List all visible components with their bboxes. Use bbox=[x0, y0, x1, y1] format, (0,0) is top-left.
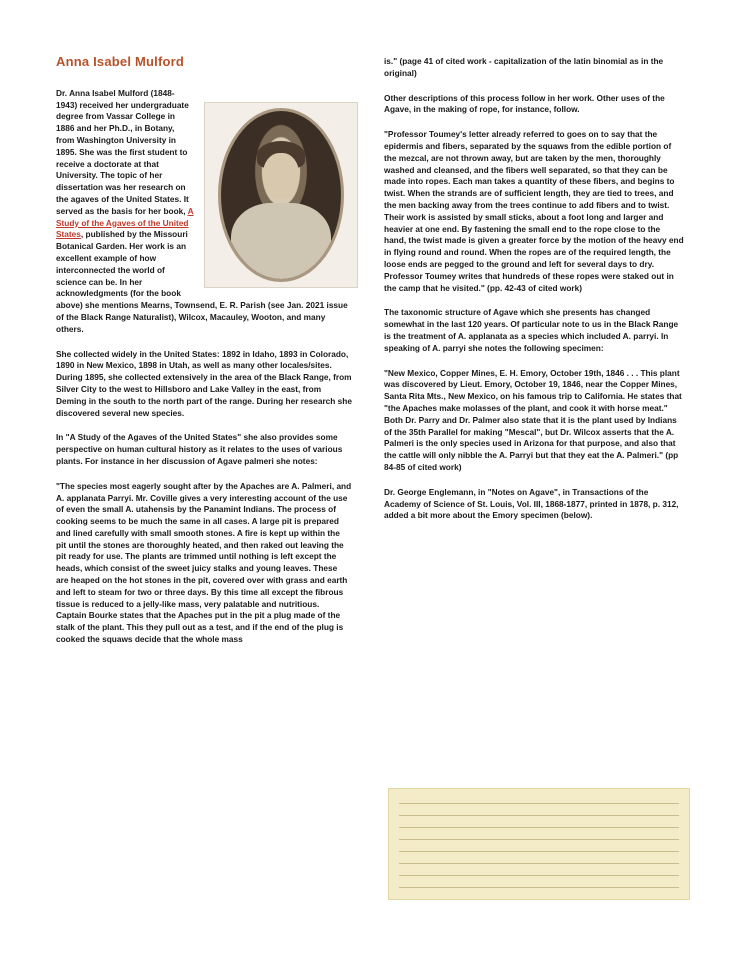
paragraph-4: Other descriptions of this process follow in her work. Other uses of the Agave, in the making of rope, for instance, follow. bbox=[384, 92, 665, 115]
portrait-oval bbox=[218, 108, 344, 282]
scanned-text-excerpt bbox=[388, 788, 690, 900]
quote-block-3: "New Mexico, Copper Mines, E. H. Emory, October 19th, 1846 . . . This plant was discovered by Lieut. Emory, October 19, 1846, near the Copper Mines, Santa Rita Mts., New Mexico, on his famous trip to California. He states that "the Apaches make molasses of the plant, and cook it with horse meat." Both Dr. Parry and Dr. Palmer also state that it is the plant used by Indians of the 35th Parallel for making "Mescal", but Dr. Wilcox asserts that the A. Palmeri is the only species used in Arizona for that purpose, and also that the cattle will only nibble the A. Parryi but that they eat the A. Palmeri." (pp 84-85 of cited work) bbox=[384, 367, 682, 472]
quote-block-1: "The species most eagerly sought after by the Apaches are A. Palmeri, and A. applanata Parryi. Mr. Coville gives a very interesting account of the use of even the small A. utahensis by the Panamint Indians. The process of cooking seems to be much the same in all cases. A large pit is prepared and lined carefully with small smooth stones. A fire is kept up within the pit until the stones are thoroughly heated, and then raked out leaving the pit ready for use. The plants are trimmed until nothing is left except the heads, which consist of the sweet juicy stalks and young leaves. These are heaped on the hot stones in the pit, covered over with grass and earth and left to steam for two or three days. By this time all except the fibrous tissue is reduced to a jelly-like mass, very palatable and nutritious. Captain Bourke states that the Apaches put in the pit a plug made of the stalk of the plant. This they pull out as a test, and if the end of the plug is cooked the squaws decide that the whole mass bbox=[56, 480, 352, 645]
book-link[interactable]: A Study of the Agaves of the United States bbox=[56, 205, 194, 240]
page-title: Anna Isabel Mulford bbox=[56, 54, 185, 69]
right-column bbox=[384, 56, 684, 535]
bio-paragraph-3: In "A Study of the Agaves of the United States" she also provides some perspective on human cultural history as it relates to the uses of various plants. For instance in her discussion of Agave palmeri she notes: bbox=[56, 432, 343, 466]
quote-block-1-end: is." (page 41 of cited work - capitalization of the latin binomial as in the original) bbox=[384, 56, 664, 78]
bio-paragraph-1: Dr. Anna Isabel Mulford (1848-1943) received her undergraduate degree from Vassar College in 1886 and her Ph.D., in Botany, from Washington University in 1895. She was the first student to receive a doctorate at that University. The topic of her dissertation was her research on the agaves of the United States. It served as the basis for her book, A Study of the Agaves of the United States, published by the Missouri Botanical Garden. Her work is an excellent example of how interconnected the world of science can be. In her acknowledgments (for the book above) she mentions Mearns, Townsend, E. R. Parish (see Jan. 2021 issue of the Black Range Naturalist), Wilcox, Macauley, Wooton, and many others. bbox=[56, 87, 348, 334]
bio-paragraph-2: She collected widely in the United States: 1892 in Idaho, 1893 in Colorado, 1890 in New Mexico, 1898 in Utah, as well as many other locales/sites. During 1895, she collected extensively in the area of the Black Range, from Silver City to the west to Hillsboro and Lake Valley in the east, from Deming in the south to the north part of the range. During her research she discovered several new species. bbox=[56, 348, 352, 418]
left-column bbox=[56, 56, 352, 659]
paragraph-6: Dr. George Englemann, in "Notes on Agave", in Transactions of the Academy of Science of St. Louis, Vol. III, 1868-1877, printed in 1878, p. 312, added a bit more about the Emory specimen (below). bbox=[384, 486, 679, 521]
portrait-photo bbox=[204, 102, 358, 288]
paragraph-5: The taxonomic structure of Agave which she presents has changed somewhat in the last 120 years. Of particular note to us in the Black Range is the treatment of A. applanata as a species which included A. parryi. In speaking of A. parryi she notes the following specimen: bbox=[384, 307, 679, 353]
quote-block-2: "Professor Toumey's letter already referred to goes on to say that the epidermis and fibers, separated by the squaws from the edible portion of the mezcal, are not thrown away, but are taken by the men, thoroughly washed and cleansed, and the fibers well separated, so that they can be made into ropes. Each man takes a quantity of these fibers, and begins to twist. When the strands are of sufficient length, they are tied to trees, and the men backing away from the trees continue to add fibers and to twist. Their work is assisted by small sticks, about a foot long and larger and heavier at one end. By fastening the small end to the rope close to the hand, the twist made is given a greater force by the motion of the heavy end in flying round and round. When the ropes are of the required length, the loose ends are pegged to the ground and left for several days to dry. Professor Toumey writes that hundreds of these ropes were staked out in the camp that he visited." (pp. 42-43 of cited work) bbox=[384, 129, 684, 293]
